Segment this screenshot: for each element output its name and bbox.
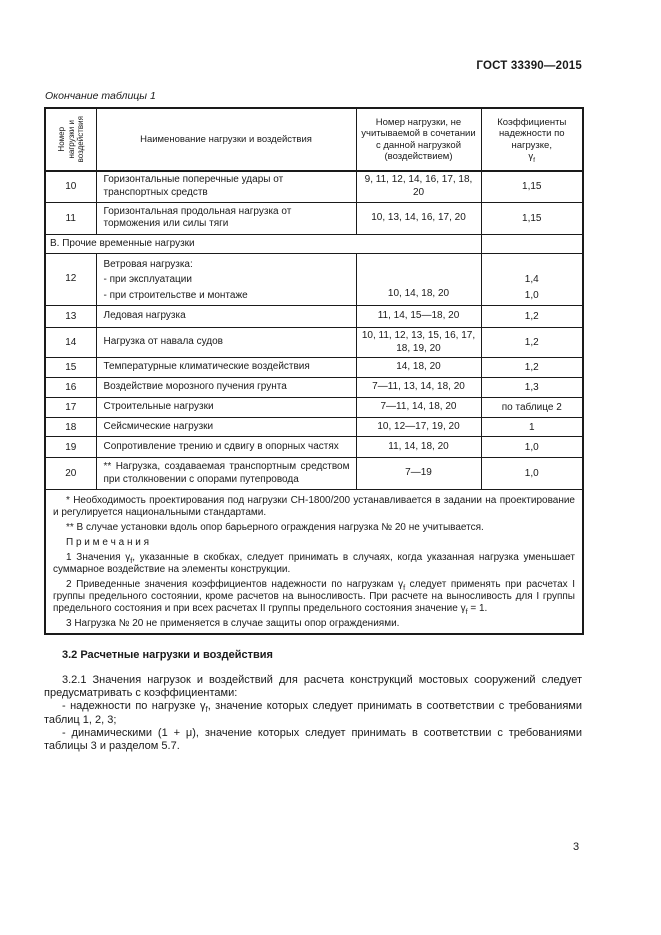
load-name-cell: Воздействие морозного пучения грунта [96, 378, 356, 398]
coefficient-cell: 1,0 [481, 458, 583, 490]
coefficient-cell: 1,0 [481, 437, 583, 458]
excluded-numbers-cell: 7—11, 14, 18, 20 [356, 398, 481, 418]
section-heading: 3.2 Расчетные нагрузки и воздействия [62, 649, 273, 661]
header-load-number [45, 108, 96, 171]
coefficient-cell: 1,2 [481, 328, 583, 358]
load-number-cell: 18 [45, 418, 96, 437]
section-label: В. Прочие временные нагрузки [45, 234, 481, 253]
table-row [45, 358, 583, 378]
document-code: ГОСТ 33390—2015 [476, 60, 582, 72]
excluded-numbers-cell: 14, 18, 20 [356, 358, 481, 378]
excluded-numbers-cell: 11, 14, 18, 20 [356, 437, 481, 458]
load-number-cell: 19 [45, 437, 96, 458]
table-row [45, 458, 583, 490]
load-number-cell: 20 [45, 458, 96, 490]
excluded-numbers-cell: 10, 12—17, 19, 20 [356, 418, 481, 437]
footnotes-row [45, 490, 583, 635]
excluded-numbers-cell: 11, 14, 15—18, 20 [356, 306, 481, 328]
footnote-double-asterisk: ** В случае установки вдоль опор барьерного ограждения нагрузка № 20 не учитывается. [66, 522, 484, 533]
note-2: 2 Приведенные значения коэффициентов надежности по нагрузкам $\gamma_f$ следует применять при расчетах I группы предельного состоянии, кроме расчетов на выносливость. При расчете на выносливость для I группы предельного состояния и при всех расчетах II группы предельного состояния значение $\gamma_f = 1$. [53, 579, 575, 616]
excluded-numbers-cell: 10, 11, 12, 13, 15, 16, 17, 18, 19, 20 [356, 328, 481, 358]
load-name-cell: Температурные климатические воздействия [96, 358, 356, 378]
wind-line: - при строительстве и монтаже [103, 289, 248, 301]
coef-line: 1,4 [524, 274, 539, 285]
excluded-numbers-cell: 7—19 [356, 458, 481, 490]
gamma-f-symbol: $\gamma_f$ [528, 151, 536, 164]
body-paragraph: - надежности по нагрузке $\gamma_f$, значение которых следует принимать в соответствии с требованиями таблиц 1, 2, 3; [44, 700, 582, 726]
coefficient-cell: 1,2 [481, 358, 583, 378]
load-number-cell: 10 [45, 171, 96, 202]
table-row [45, 202, 583, 234]
vertical-text-wrap [49, 116, 93, 163]
header-line: нагрузки и [66, 120, 75, 159]
coef-line-empty [485, 257, 580, 273]
load-number-cell: 15 [45, 358, 96, 378]
notes-label: П р и м е ч а н и я [66, 537, 150, 548]
load-number-cell: 14 [45, 328, 96, 358]
section-3-2 [44, 649, 582, 753]
header-load-number-vertical [57, 116, 86, 162]
table-header-row [45, 108, 583, 171]
header-coefficient-title: Коэффициенты надежности по нагрузке, [497, 116, 567, 151]
table-row [45, 306, 583, 328]
load-name-cell: Сейсмические нагрузки [96, 418, 356, 437]
load-number-cell: 16 [45, 378, 96, 398]
load-number-cell: 12 [45, 253, 96, 306]
excluded-numbers-cell: 9, 11, 12, 14, 16, 17, 18, 20 [356, 171, 481, 202]
coefficient-cell: 1,15 [481, 202, 583, 234]
load-number-cell: 13 [45, 306, 96, 328]
coefficient-cell: по таблице 2 [481, 398, 583, 418]
body-paragraph: 3.2.1 Значения нагрузок и воздействий для расчета конструкций мостовых сооружений следует предусматривать с коэффициентами: [44, 674, 582, 700]
footnotes-cell [45, 490, 583, 635]
header-line: Номер [56, 127, 66, 152]
load-name-cell: Горизонтальные поперечные удары от транспортных средств [96, 171, 356, 202]
loads-table [44, 107, 584, 635]
header-excluded-numbers: Номер нагрузки, не учитываемой в сочетании с данной нагрузкой (воздействием) [356, 108, 481, 171]
coefficient-cell: 1,2 [481, 306, 583, 328]
load-name-cell: Сопротивление трению и сдвигу в опорных частях [96, 437, 356, 458]
table-row [45, 171, 583, 202]
table-row [45, 437, 583, 458]
header-load-name: Наименование нагрузки и воздействия [96, 108, 356, 171]
note-3: 3 Нагрузка № 20 не применяется в случае защиты опор ограждениями. [66, 618, 400, 629]
coefficient-cell: 1,15 [481, 171, 583, 202]
page-number: 3 [573, 841, 580, 853]
load-name-cell [96, 253, 356, 306]
load-name-cell: Горизонтальная продольная нагрузка от торможения или силы тяги [96, 202, 356, 234]
table-row [45, 328, 583, 358]
coef-line: 1,0 [524, 289, 539, 301]
header-line: воздействия [75, 116, 85, 163]
table-row-wind [45, 253, 583, 306]
table-row [45, 398, 583, 418]
excluded-numbers-cell: 10, 14, 18, 20 [356, 253, 481, 306]
excluded-numbers-cell: 10, 13, 14, 16, 17, 20 [356, 202, 481, 234]
footnote-asterisk: * Необходимость проектирования под нагрузки СН-1800/200 устанавливается в задании на проектирование и регулируется национальными стандартами. [53, 495, 575, 518]
load-name-cell: ** Нагрузка, создаваемая транспортным средством при столкновении с опорами путепровода [96, 458, 356, 490]
table-row [45, 418, 583, 437]
load-name-cell: Ледовая нагрузка [96, 306, 356, 328]
table-row [45, 378, 583, 398]
note-1: 1 Значения $\gamma_f$, указанные в скобках, следует принимать в случаях, когда указанная нагрузка уменьшает суммарное воздействие на элементы конструкции. [53, 552, 575, 575]
excluded-numbers-cell: 7—11, 13, 14, 18, 20 [356, 378, 481, 398]
coefficient-cell [481, 253, 583, 306]
table-caption: Окончание таблицы 1 [45, 90, 156, 102]
load-number-cell: 11 [45, 202, 96, 234]
wind-line: - при эксплуатации [103, 274, 192, 285]
header-coefficient [481, 108, 583, 171]
load-number-cell: 17 [45, 398, 96, 418]
coefficient-cell-empty [481, 234, 583, 253]
body-paragraph: - динамическими (1 + μ), значение которых следует принимать в соответствии с требованиями таблицы 3 и разделом 5.7. [44, 726, 582, 753]
section-row [45, 234, 583, 253]
coefficient-cell: 1 [481, 418, 583, 437]
wind-line: Ветровая нагрузка: [103, 258, 193, 270]
coefficient-cell: 1,3 [481, 378, 583, 398]
load-name-cell: Нагрузка от навала судов [96, 328, 356, 358]
load-name-cell: Строительные нагрузки [96, 398, 356, 418]
